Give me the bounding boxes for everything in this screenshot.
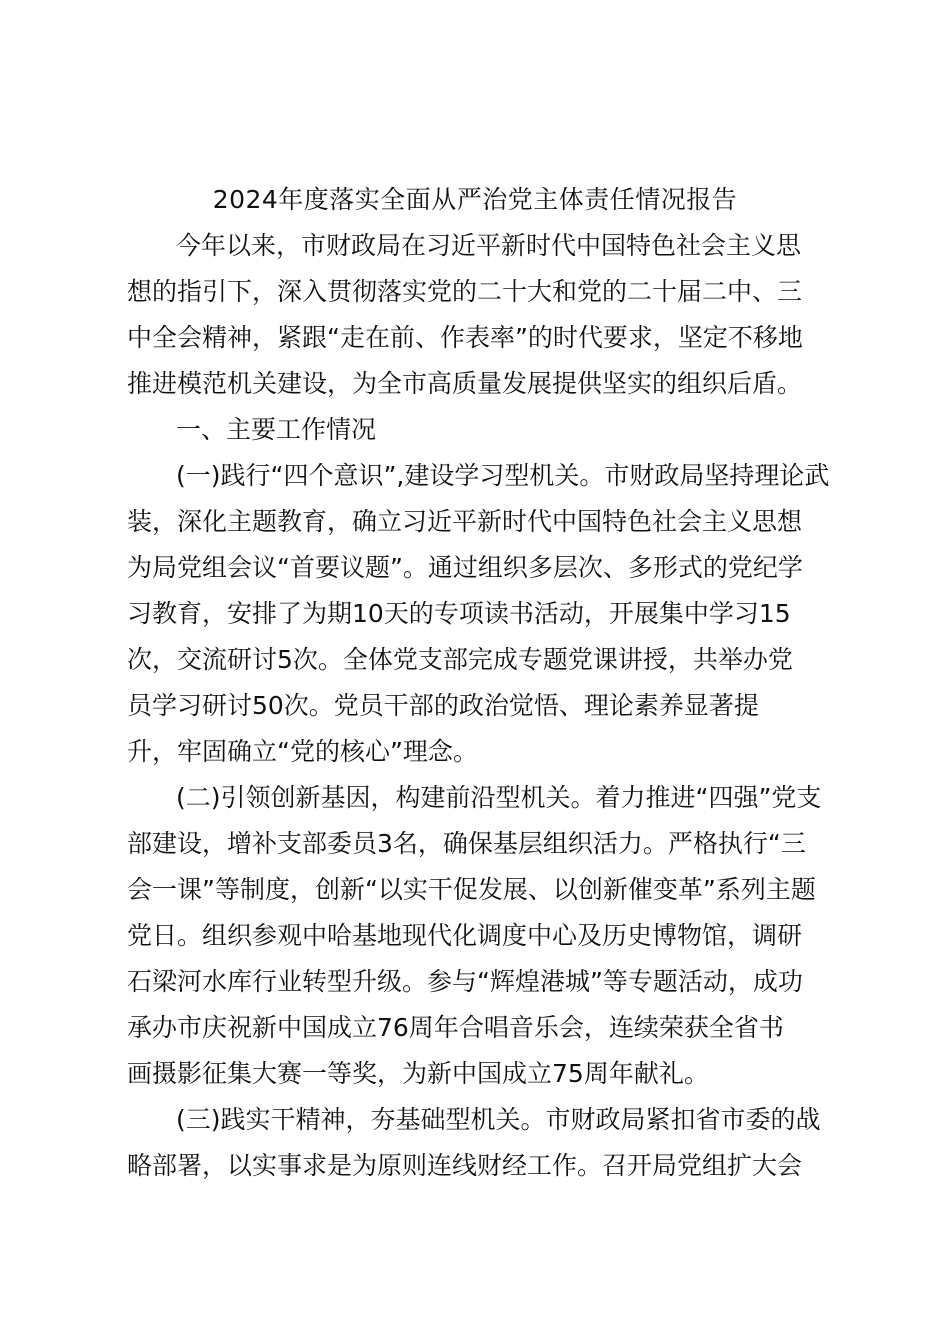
paragraph-line: (二)引领创新基因，构建前沿型机关。着力推进“四强”党支 [176,783,822,812]
paragraph-line: 员学习研讨50次。党员干部的政治觉悟、理论素养显著提 [127,691,759,720]
document-title: 2024年度落实全面从严治党主体责任情况报告 [212,185,738,214]
paragraph-line: 次，交流研讨5次。全体党支部完成专题党课讲授，共举办党 [127,645,793,674]
paragraph-line: 党日。组织参观中哈基地现代化调度中心及历史博物馆，调研 [127,921,803,950]
paragraph-line: 推进模范机关建设，为全市高质量发展提供坚实的组织后盾。 [127,369,803,398]
section-heading: 一、主要工作情况 [176,415,377,444]
paragraph-line: 升，牢固确立“党的核心”理念。 [127,737,478,766]
paragraph-line: 部建设，增补支部委员3名，确保基层组织活力。严格执行“三 [127,829,806,858]
paragraph-line: 略部署，以实事求是为原则连线财经工作。召开局党组扩大会 [127,1151,803,1180]
paragraph-line: (三)践实干精神，夯基础型机关。市财政局紧扣省市委的战 [176,1105,821,1134]
paragraph-line: 为局党组会议“首要议题”。通过组织多层次、多形式的党纪学 [127,553,803,582]
paragraph-line: 中全会精神，紧跟“走在前、作表率”的时代要求，坚定不移地 [127,323,803,352]
paragraph-line: 会一课”等制度，创新“以实干促发展、以创新催变革”系列主题 [127,875,816,904]
paragraph-line: 装，深化主题教育，确立习近平新时代中国特色社会主义思想 [127,507,803,536]
paragraph-line: 承办市庆祝新中国成立76周年合唱音乐会，连续荣获全省书 [127,1013,784,1042]
paragraph-line: 想的指引下，深入贯彻落实党的二十大和党的二十届二中、三 [127,277,803,306]
paragraph-line: 习教育，安排了为期10天的专项读书活动，开展集中学习15 [127,599,791,628]
paragraph-line: (一)践行“四个意识”,建设学习型机关。市财政局坚持理论武 [176,461,830,490]
paragraph-line: 石梁河水库行业转型升级。参与“辉煌港城”等专题活动，成功 [127,967,803,996]
paragraph-line: 画摄影征集大赛一等奖，为新中国成立75周年献礼。 [127,1059,709,1088]
paragraph-line: 今年以来，市财政局在习近平新时代中国特色社会主义思 [176,231,802,260]
